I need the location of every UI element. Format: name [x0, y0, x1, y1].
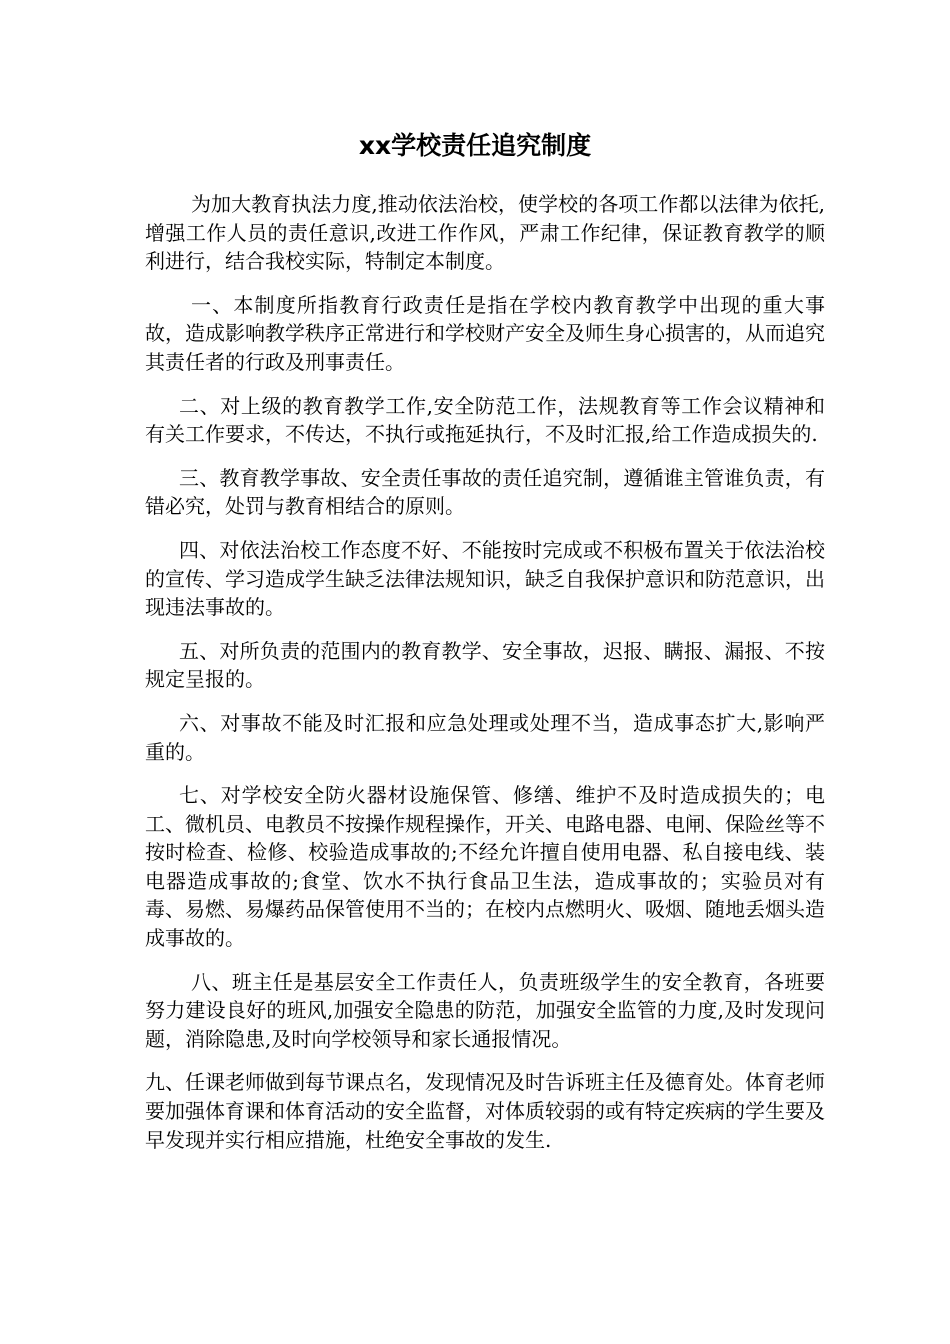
- paragraph-clause-5: 五、对所负责的范围内的教育教学、安全事故，迟报、瞒报、漏报、不按规定呈报的。: [145, 638, 825, 692]
- paragraph-clause-9: 九、任课老师做到每节课点名，发现情况及时告诉班主任及德育处。体育老师要加强体育课和体育活动的安全监督，对体质较弱的或有特定疾病的学生要及早发现并实行相应措施，杜绝安全事故的发生.: [145, 1070, 825, 1152]
- document-body: [145, 190, 825, 1169]
- paragraph-clause-3: 三、教育教学事故、安全责任事故的责任追究制，遵循谁主管谁负责，有错必究，处罚与教育相结合的原则。: [145, 465, 825, 519]
- paragraph-clause-7: 七、对学校安全防火器材设施保管、修缮、维护不及时造成损失的；电工、微机员、电教员不按操作规程操作，开关、电路电器、电闸、保险丝等不按时检查、检修、校验造成事故的;不经允许擅自使用电器、私自接电线、装电器造成事故的;食堂、饮水不执行食品卫生法，造成事故的；实验员对有毒、易燃、易爆药品保管使用不当的；在校内点燃明火、吸烟、随地丢烟头造成事故的。: [145, 783, 825, 951]
- paragraph-clause-2: 二、对上级的教育教学工作,安全防范工作，法规教育等工作会议精神和有关工作要求，不传达，不执行或拖延执行，不及时汇报,给工作造成损失的.: [145, 393, 825, 447]
- paragraph-clause-4: 四、对依法治校工作态度不好、不能按时完成或不积极布置关于依法治校的宣传、学习造成学生缺乏法律法规知识，缺乏自我保护意识和防范意识，出现违法事故的。: [145, 537, 825, 620]
- paragraph-clause-1: 一、本制度所指教育行政责任是指在学校内教育教学中出现的重大事故，造成影响教学秩序正常进行和学校财产安全及师生身心损害的，从而追究其责任者的行政及刑事责任。: [145, 292, 825, 374]
- paragraph-clause-8: 八、班主任是基层安全工作责任人，负责班级学生的安全教育，各班要努力建设良好的班风,加强安全隐患的防范，加强安全监管的力度,及时发现问题，消除隐患,及时向学校领导和家长通报情况。: [145, 969, 825, 1051]
- document-title: xx学校责任追究制度: [358, 131, 592, 160]
- paragraph-clause-6: 六、对事故不能及时汇报和应急处理或处理不当，造成事态扩大,影响严重的。: [145, 710, 825, 764]
- paragraph-intro: 为加大教育执法力度,推动依法治校，使学校的各项工作都以法律为依托,增强工作人员的责任意识,改进工作作风，严肃工作纪律，保证教育教学的顺利进行，结合我校实际，特制定本制度。: [145, 192, 825, 274]
